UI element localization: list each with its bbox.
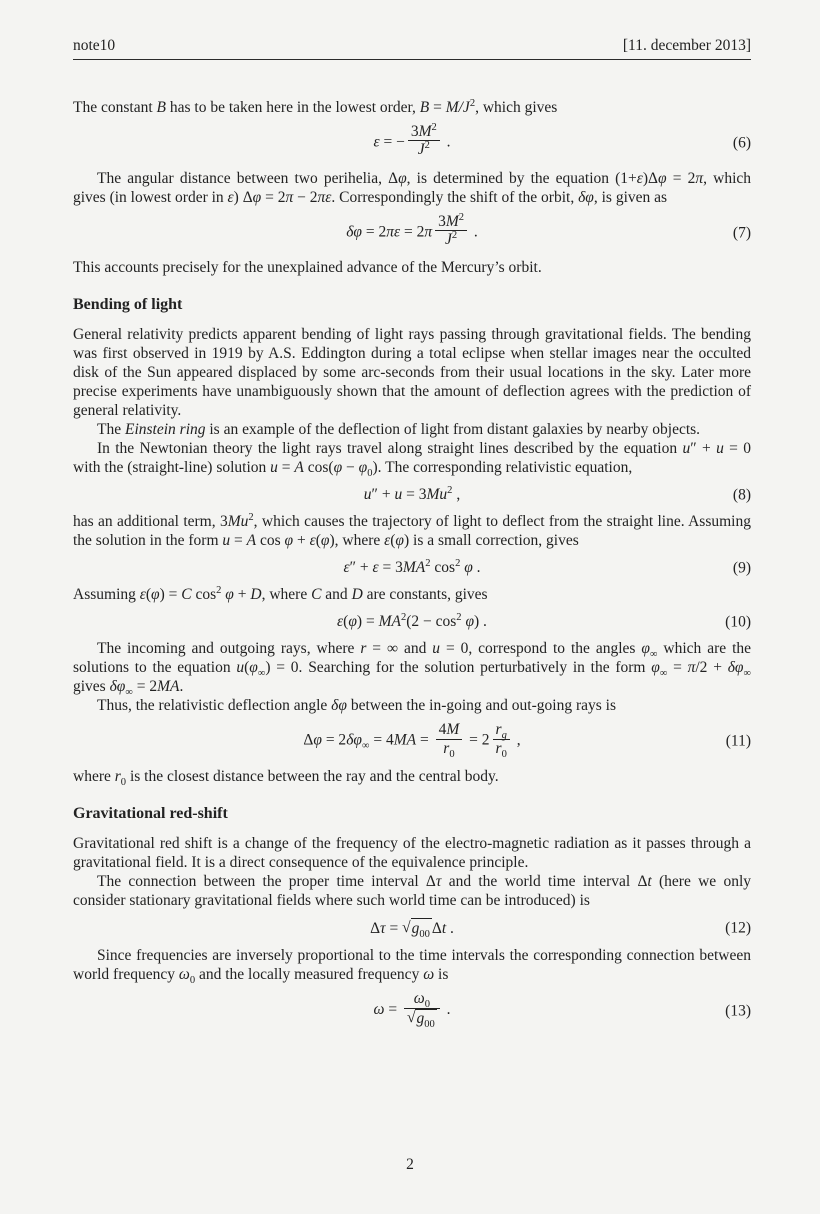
text-run: Δ — [370, 920, 381, 938]
radical-sign: √ — [402, 919, 411, 937]
math-run: τ — [435, 873, 442, 891]
math-run: g — [416, 1009, 425, 1027]
paragraph — [73, 258, 751, 277]
math-run: u — [270, 459, 278, 477]
section-heading: Gravitational red-shift — [73, 805, 228, 823]
math-run: ε — [384, 532, 391, 550]
equation-body — [337, 612, 487, 631]
math-run: M — [418, 123, 432, 140]
text-run: ″ + — [371, 486, 395, 504]
header-left: note10 — [73, 37, 116, 54]
fraction — [404, 990, 440, 1030]
superscript: 2 — [216, 585, 222, 597]
math-run: φ — [395, 532, 404, 550]
text-run: gives — [73, 678, 110, 696]
subscript: ∞ — [257, 668, 266, 680]
math-run: φ — [313, 731, 322, 749]
fraction — [436, 721, 463, 760]
paragraph — [73, 639, 752, 699]
subscript: 0 — [424, 999, 430, 1011]
text-run: ( — [145, 586, 152, 604]
math-run: ω — [178, 966, 190, 984]
text-run: − — [342, 459, 359, 477]
text-run: . — [179, 678, 184, 696]
subscript: 0 — [501, 748, 507, 760]
subscript: ∞ — [659, 668, 668, 680]
subscript: 0 — [189, 975, 196, 987]
text-run: = 2 — [361, 223, 387, 241]
numerator — [404, 990, 440, 1011]
math-run: C — [311, 586, 322, 604]
math-run: Mu — [227, 513, 249, 531]
math-run: C — [181, 586, 192, 604]
text-run: = 2 — [465, 731, 490, 749]
radical-sign: √ — [406, 1008, 416, 1026]
math-run: ε — [373, 133, 380, 151]
equation-number: (6) — [732, 134, 751, 152]
math-run: πε — [317, 188, 332, 206]
text-run: has to be taken here in the lowest order, — [165, 99, 420, 116]
math-run: ε — [139, 586, 146, 604]
text-run: ( — [390, 532, 396, 550]
math-run: r — [495, 721, 502, 739]
equation-number: (8) — [732, 486, 751, 504]
subscript: 0 — [367, 468, 373, 480]
text-run: The angular distance between two perihelia, Δ — [97, 169, 399, 187]
math-run: A — [294, 459, 304, 477]
text-run: is — [434, 966, 449, 984]
text-run: , — [512, 731, 521, 749]
text-run: ( — [244, 659, 250, 677]
math-run: π — [687, 659, 696, 677]
equation — [73, 918, 751, 941]
math-run: B — [156, 99, 166, 116]
math-run: δφ — [109, 678, 126, 696]
superscript: 2 — [455, 558, 461, 570]
subscript: ∞ — [125, 687, 133, 699]
text-run: ( — [315, 532, 321, 550]
math-run: M — [446, 721, 460, 739]
math-run: ε — [227, 188, 234, 206]
denominator — [408, 140, 440, 158]
denominator — [436, 739, 463, 760]
superscript: 2 — [451, 229, 458, 241]
math-run: u — [394, 486, 403, 504]
text-run: This accounts precisely for the unexplained advance of the Mercury’s orbit. — [73, 259, 542, 277]
numerator — [493, 721, 510, 742]
text-run: = — [416, 731, 433, 749]
math-run: φ — [651, 659, 660, 677]
equation — [73, 211, 751, 251]
text-run: . — [442, 133, 451, 151]
text-run: , is determined by the equation (1+ — [406, 169, 637, 187]
math-run: D — [351, 586, 363, 604]
text-run: = — [230, 532, 247, 550]
text-run: Thus, the relativistic deflection angle — [97, 697, 332, 715]
text-run: + — [233, 586, 251, 604]
equation-number: (7) — [732, 224, 751, 242]
paragraph — [73, 420, 751, 439]
text-run: , — [452, 486, 461, 504]
subscript: g — [501, 730, 507, 742]
text-run: = 2 — [321, 731, 347, 749]
equation-number: (9) — [732, 559, 751, 577]
text-run: = 2 — [261, 188, 286, 206]
equation-body — [373, 121, 451, 161]
numerator — [435, 213, 467, 230]
math-run: ε — [636, 169, 643, 187]
math-run: u — [432, 640, 441, 658]
text-run: cos( — [303, 459, 334, 477]
paragraph — [73, 834, 751, 872]
math-run: φ — [151, 586, 160, 604]
equation-number: (12) — [725, 919, 751, 937]
math-run: Mu — [426, 486, 448, 504]
paragraph — [73, 946, 751, 987]
math-run: u — [363, 486, 372, 504]
math-run: φ — [348, 613, 357, 631]
text-run: ). The corresponding relativistic equation, — [372, 459, 633, 477]
text-run: Assuming — [73, 586, 140, 604]
math-run: g — [411, 920, 420, 938]
text-run: ), where — [329, 532, 385, 550]
equation — [73, 121, 751, 161]
text-run: , which gives — [475, 99, 558, 116]
math-run: MA — [378, 613, 401, 631]
math-run: δφ — [346, 731, 362, 749]
math-run: J — [417, 141, 425, 159]
text-run: The constant — [73, 99, 157, 116]
text-run: = 0 with the (straight-line) solution — [73, 440, 752, 477]
text-run: = 3 — [378, 559, 403, 577]
text-run: In the Newtonian theory the light rays travel along straight lines described by the equation — [97, 440, 683, 458]
text-run: where — [73, 768, 115, 786]
text-run: is the closest distance between the ray and the central body. — [126, 768, 499, 786]
math-run: φ — [465, 613, 475, 631]
text-run: are constants, gives — [362, 586, 488, 604]
square-root — [402, 918, 432, 941]
math-run: φ — [252, 188, 262, 206]
equation — [73, 485, 751, 504]
math-run: r — [495, 739, 502, 757]
math-run: r — [114, 768, 121, 786]
math-run: r — [360, 640, 367, 658]
text-run: ( — [343, 613, 349, 631]
subscript: 0 — [120, 777, 127, 789]
math-run: φ — [333, 459, 343, 477]
math-run: u — [716, 440, 724, 458]
numerator — [408, 123, 440, 140]
math-run: ω — [373, 1001, 385, 1019]
text-run: , which gives (in lowest order in — [73, 169, 752, 206]
text-run: The — [97, 421, 125, 439]
math-run: φ — [464, 559, 473, 577]
text-run: Gravitational red shift is a change of the frequency of the electro-magnetic radiation as it passes through a gravitational field. It is a direct consequence of the equivalence principle. — [73, 835, 751, 872]
text-run: = ∞ and — [366, 640, 433, 658]
text-run: ) Δ — [233, 188, 253, 206]
text-run: and — [321, 586, 352, 604]
text-run: . — [442, 1001, 451, 1019]
subscript: 00 — [419, 929, 430, 941]
text-run: = — [384, 1001, 401, 1019]
paragraph — [73, 169, 751, 207]
equation-body — [303, 723, 520, 759]
math-run: ω — [423, 966, 435, 984]
math-run: φ — [358, 459, 368, 477]
paragraph — [73, 585, 751, 604]
equation — [73, 612, 751, 631]
math-run: u — [682, 440, 691, 458]
math-run: ε — [337, 613, 344, 631]
equation-number: (10) — [725, 613, 751, 631]
math-run: φ — [658, 169, 667, 187]
fraction — [435, 213, 467, 249]
math-run: t — [647, 873, 652, 891]
subscript: ∞ — [649, 649, 658, 661]
footer — [0, 1155, 820, 1174]
math-run: r — [443, 739, 450, 757]
text-run: . Correspondingly the shift of the orbit, — [331, 188, 579, 206]
superscript: 2 — [469, 97, 476, 109]
text-run: ) = — [356, 613, 379, 631]
paragraph — [73, 512, 751, 550]
math-run: π — [695, 169, 704, 187]
math-run: J — [445, 231, 452, 249]
math-run: t — [441, 920, 447, 938]
text-run: 3 — [438, 212, 446, 230]
text-run: General relativity predicts apparent bending of light rays passing through gravitational fields. The bending was first observed in 1919 by A.S. Eddington during a total eclipse when stellar images near the occulted disk of the Sun appeared displaced by some arc-seconds from their usual locations in the sky. Later more precise experiments have unambiguously shown that the amount of deflection agrees with the prediction of general relativity. — [73, 326, 751, 420]
sheet — [73, 36, 751, 1037]
math-run: A — [246, 532, 257, 550]
header-right: [11. december 2013] — [622, 37, 751, 54]
text-run: ) = — [159, 586, 182, 604]
text-run: = 2 — [132, 678, 158, 696]
text-run: and the locally measured frequency — [195, 966, 424, 984]
text-run: = 2 — [400, 223, 425, 241]
math-run: ε — [372, 559, 379, 577]
subscript: 0 — [449, 748, 455, 760]
superscript: 2 — [248, 512, 254, 524]
text-run: = 0, correspond to the angles — [440, 640, 642, 658]
text-run: has an additional term, 3 — [73, 513, 228, 531]
page-header — [73, 36, 751, 60]
superscript: 2 — [431, 121, 437, 133]
text-run: (2 − cos — [406, 613, 457, 631]
equation-body — [374, 992, 451, 1029]
text-run: = 3 — [402, 486, 427, 504]
text-run: 3 — [410, 123, 419, 140]
text-run: + — [293, 532, 310, 550]
text-run: = 2 — [666, 169, 696, 187]
math-run: ω — [413, 990, 425, 1008]
document-body — [73, 98, 751, 1029]
text-run: /2 + — [695, 659, 728, 677]
math-run: π — [424, 223, 433, 241]
math-run: φ — [641, 640, 650, 658]
text-run: ) . — [474, 613, 487, 631]
math-run: δφ — [331, 697, 347, 715]
superscript: 2 — [400, 612, 407, 624]
text-run: cos — [430, 559, 456, 577]
fraction — [493, 721, 510, 760]
math-run: B — [419, 99, 430, 116]
math-run: δφ — [727, 659, 744, 677]
math-run: τ — [380, 920, 386, 938]
math-run: MA — [393, 731, 417, 749]
text-run: = — [667, 659, 688, 677]
text-run: ) = 0. Searching for the solution perturbatively in the form — [265, 659, 652, 677]
section-heading: Bending of light — [73, 296, 183, 314]
superscript: 2 — [456, 612, 462, 624]
equation — [73, 992, 751, 1029]
text-run: . — [446, 920, 454, 938]
math-run: D — [250, 586, 262, 604]
superscript: 2 — [424, 140, 430, 152]
text-run: Since frequencies are inversely proportional to the time intervals the corresponding connection between world frequency — [73, 947, 751, 984]
paragraph — [73, 696, 751, 715]
math-run: ε — [309, 532, 316, 550]
text-run: ″ + — [349, 559, 373, 577]
text-run: cos — [256, 532, 285, 550]
math-run: πε — [386, 223, 401, 241]
math-run: π — [285, 188, 294, 206]
text-run: cos — [191, 586, 217, 604]
text-run: = — [277, 459, 295, 477]
equation-body — [370, 918, 454, 941]
paragraph — [73, 872, 751, 910]
text-run: = — [385, 920, 403, 938]
denominator — [404, 1008, 440, 1030]
math-run: δφ — [346, 223, 362, 241]
math-run: φ — [284, 532, 294, 550]
equation-number: (13) — [725, 1002, 751, 1020]
text-run: . — [472, 559, 481, 577]
paragraph — [73, 98, 751, 117]
text-run: The connection between the proper time interval Δ — [97, 873, 436, 891]
paragraph — [73, 767, 751, 789]
text-run: , which causes the trajectory of light to deflect from the straight line. Assuming the solution in the form — [73, 513, 751, 550]
text-run: , is given as — [593, 188, 668, 206]
equation-body — [364, 485, 460, 504]
text-run: Δ — [303, 731, 314, 749]
paragraph — [73, 439, 752, 480]
math-run: φ — [398, 169, 407, 187]
math-run: MA — [157, 678, 180, 696]
text-run: (here we only consider stationary gravitational fields where such world time can be introduced) is — [73, 873, 752, 910]
text-run: = − — [379, 133, 405, 151]
superscript: 2 — [458, 211, 465, 223]
math-run: M — [445, 212, 459, 230]
text-run: Δ — [431, 920, 442, 938]
paragraph — [73, 325, 751, 420]
text-run: = 4 — [369, 731, 394, 749]
equation-body — [346, 211, 478, 251]
text-run: ″ + — [690, 440, 717, 458]
math-run: u — [222, 532, 231, 550]
denominator — [493, 739, 510, 760]
square-root — [406, 1008, 437, 1030]
radicand — [415, 1009, 436, 1030]
math-run: M/J — [445, 99, 470, 116]
math-run: φ — [320, 532, 330, 550]
superscript: 2 — [425, 558, 431, 570]
math-run: ε — [343, 559, 350, 577]
page-number: 2 — [406, 1156, 414, 1173]
text-run: , where — [261, 586, 312, 604]
subscript: ∞ — [743, 668, 751, 680]
text-run: )Δ — [642, 169, 659, 187]
denominator — [435, 230, 467, 248]
math-run: φ — [225, 586, 234, 604]
text-run: − 2 — [293, 188, 318, 206]
equation — [73, 558, 751, 577]
text-run: = — [429, 99, 446, 116]
text-run: 4 — [438, 721, 447, 739]
math-run: u — [236, 659, 245, 677]
text-run: between the in-going and out-going rays is — [346, 697, 616, 715]
math-run: MA — [402, 559, 426, 577]
math-run: δφ — [578, 188, 594, 206]
text-run: which are the solutions to the equation — [73, 640, 752, 677]
math-run: Einstein ring — [124, 421, 206, 439]
equation-body — [343, 558, 480, 577]
equation-number: (11) — [725, 732, 751, 750]
equation — [73, 723, 751, 759]
text-run: is an example of the deflection of light from distant galaxies by nearby objects. — [205, 421, 701, 439]
text-run: . — [470, 223, 478, 241]
fraction — [408, 123, 440, 159]
subscript: 00 — [424, 1018, 435, 1030]
subscript: ∞ — [361, 740, 370, 752]
math-run: φ — [249, 659, 258, 677]
text-run: and the world time interval Δ — [441, 873, 648, 891]
text-run: The incoming and outgoing rays, where — [97, 640, 361, 658]
numerator — [436, 721, 463, 738]
radicand — [411, 918, 432, 941]
text-run: ) is a small correction, gives — [403, 532, 579, 550]
superscript: 2 — [447, 485, 453, 497]
